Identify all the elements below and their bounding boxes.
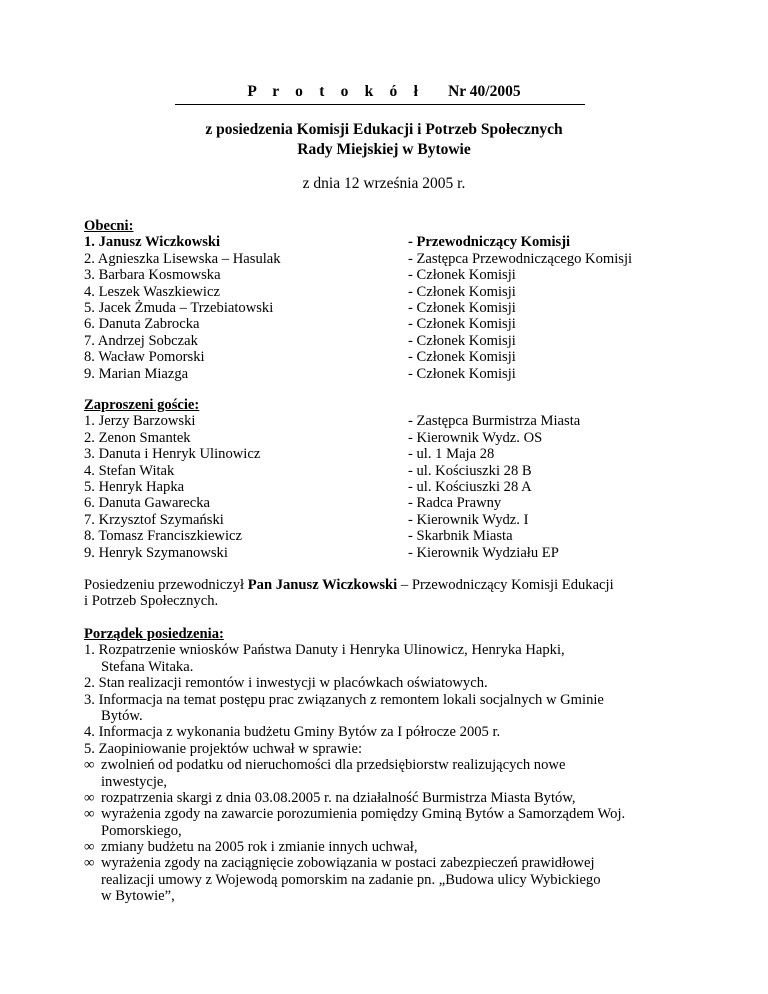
agenda-bullet-cont: realizacji umowy z Wojewodą pomorskim na zadanie pn. „Budowa ulicy Wybickiego [101,871,601,888]
document-title [0,84,768,100]
present-row: 2. Agnieszka Lisewska – Hasulak - Zastępca Przewodniczącego Komisji [84,250,633,267]
agenda-bullet: ∞ wyrażenia zgody na zawarcie porozumienia pomiędzy Gminą Bytów a Samorządem Woj. [84,806,626,823]
agenda-bullet: ∞ rozpatrzenia skargi z dnia 03.08.2005 r. na działalność Burmistrza Miasta Bytów, [84,789,576,806]
present-row: 8. Wacław Pomorski - Członek Komisji [84,349,516,366]
bullet-symbol: ∞ [84,757,95,774]
agenda-bullet: ∞ wyrażenia zgody na zaciągnięcie zobowiązania w postaci zabezpieczeń prawidłowej [84,855,595,872]
present-row: 4. Leszek Waszkiewicz - Członek Komisji [84,283,516,300]
agenda-bullet-cont: w Bytowie”, [101,888,175,905]
agenda-item-cont: Bytów. [101,707,143,724]
agenda-item: 4. Informacja z wykonania budżetu Gminy Bytów za I półrocze 2005 r. [84,724,501,741]
present-row: 7. Andrzej Sobczak - Członek Komisji [84,332,516,349]
agenda-item-cont: Stefana Witaka. [101,658,194,675]
guest-row: 2. Zenon Smantek - Kierownik Wydz. OS [84,429,543,446]
agenda-section [84,626,704,905]
guest-row: 6. Danuta Gawarecka - Radca Prawny [84,495,502,512]
agenda-item: 3. Informacja na temat postępu prac związanych z remontem lokali socjalnych w Gminie [84,691,604,708]
guest-row: 1. Jerzy Barzowski - Zastępca Burmistrza Miasta [84,413,581,430]
guest-row: 9. Henryk Szymanowski - Kierownik Wydziału EP [84,544,559,561]
meeting-date: z dnia 12 września 2005 r. [302,175,466,192]
present-section [84,218,704,382]
present-row: 6. Danuta Zabrocka - Członek Komisji [84,316,516,333]
guest-row: 7. Krzysztof Szymański - Kierownik Wydz. I [84,511,529,528]
agenda-item: 5. Zaopiniowanie projektów uchwał w sprawie: [84,740,363,757]
title-underline [175,104,585,105]
present-row: 9. Marian Miazga - Członek Komisji [84,365,516,382]
guest-row: 5. Henryk Hapka - ul. Kościuszki 28 A [84,478,532,495]
guests-section [84,397,704,561]
chair-name: Pan Janusz Wiczkowski [247,577,398,593]
agenda-item: 1. Rozpatrzenie wniosków Państwa Danuty i Henryka Ulinowicz, Henryka Hapki, [84,642,565,659]
agenda-bullet: ∞ zmiany budżetu na 2005 rok i zmianie innych uchwał, [84,839,418,856]
guest-row: 8. Tomasz Franciszkiewicz - Skarbnik Miasta [84,528,513,545]
present-row: 1. Janusz Wiczkowski - Przewodniczący Komisji [84,234,571,251]
guest-row: 4. Stefan Witak - ul. Kościuszki 28 B [84,462,532,479]
guest-row: 3. Danuta i Henryk Ulinowicz - ul. 1 Maja 28 [84,446,495,463]
bullet-symbol: ∞ [84,839,95,856]
agenda-bullet-cont: inwestycje, [101,773,168,790]
agenda-heading: Porządek posiedzenia: [84,626,224,642]
subtitle-line-1: z posiedzenia Komisji Edukacji i Potrzeb Społecznych [205,121,563,138]
document-subtitle [0,120,768,160]
bullet-symbol: ∞ [84,806,95,823]
bullet-symbol: ∞ [84,789,95,806]
agenda-bullet-cont: Pomorskiego, [101,822,182,839]
agenda-item: 2. Stan realizacji remontów i inwestycji w placówkach oświatowych. [84,675,488,692]
chair-paragraph: Posiedzeniu przewodniczył Pan Janusz Wiczkowski – Przewodniczący Komisji Edukacji i Potrzeb Społecznych. [84,577,614,610]
agenda-bullet: ∞ zwolnień od podatku od nieruchomości dla przedsiębiorstw realizujących nowe [84,757,566,774]
title-number: Nr 40/2005 [448,83,521,100]
bullet-symbol: ∞ [84,855,95,872]
present-row: 3. Barbara Kosmowska - Członek Komisji [84,267,516,284]
title-word: P r o t o k ó ł [247,83,425,100]
guests-heading: Zaproszeni goście: [84,397,200,413]
present-heading: Obecni: [84,218,134,234]
present-row: 5. Jacek Żmuda – Trzebiatowski - Członek Komisji [84,299,516,316]
subtitle-line-2: Rady Miejskiej w Bytowie [297,141,471,158]
